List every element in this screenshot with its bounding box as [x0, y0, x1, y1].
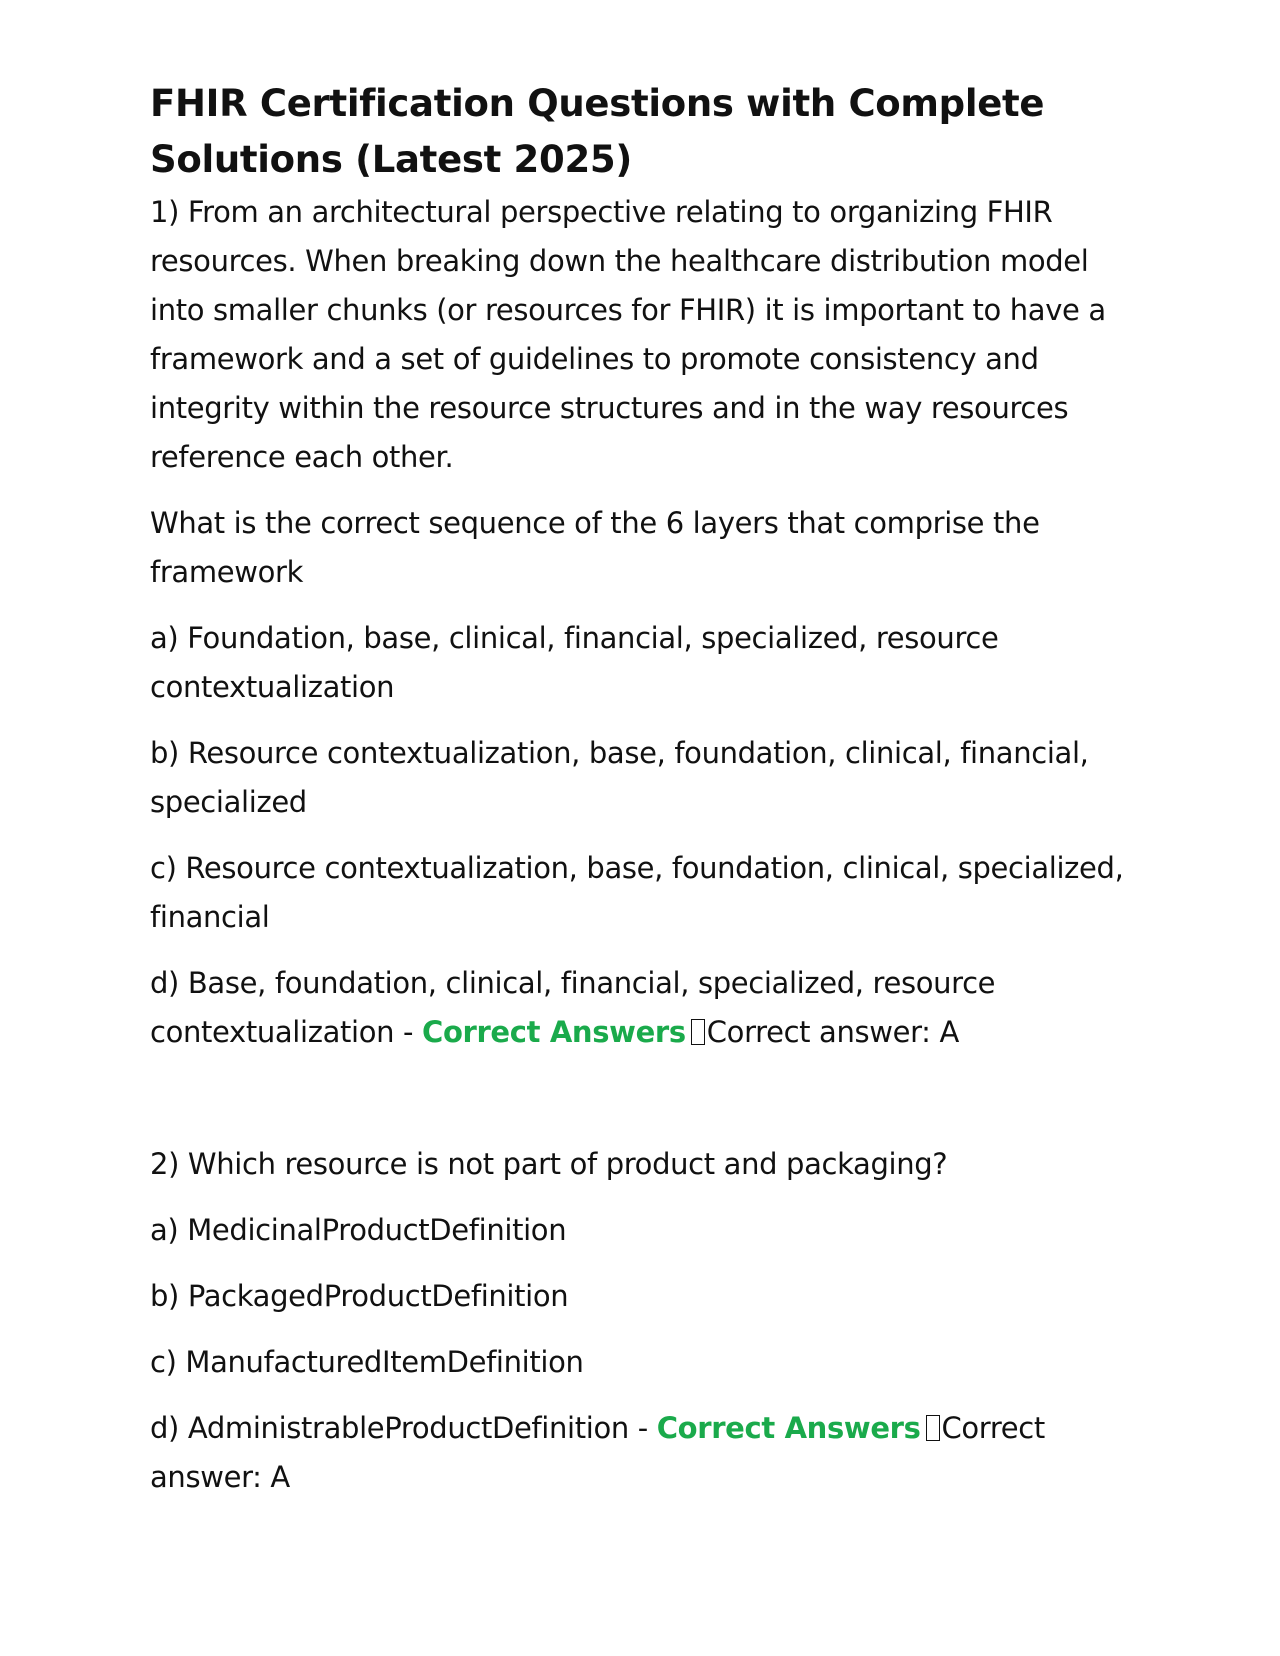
question-2-correct-label: Correct Answers [656, 1411, 921, 1445]
question-2-answer: Correct answer: A [150, 1411, 1045, 1494]
document-title: FHIR Certification Questions with Complete Solutions (Latest 2025) [150, 82, 1045, 181]
question-1-option-c: c) Resource contextualization, base, foundation, clinical, specialized, financial [150, 851, 1124, 934]
question-1-option-b: b) Resource contextualization, base, foundation, clinical, financial, specialized [150, 736, 1089, 819]
question-1-option-d [150, 959, 1130, 1057]
question-2 [150, 1140, 1130, 1502]
question-1-option-d-text: d) Base, foundation, clinical, financial, specialized, resource contextualization - [150, 966, 996, 1049]
question-2-option-d-text: d) AdministrableProductDefinition - [150, 1411, 657, 1445]
question-2-stem: 2) Which resource is not part of product and packaging? [150, 1147, 948, 1181]
question-2-option-d [150, 1404, 1130, 1502]
missing-glyph-icon [691, 1019, 705, 1045]
question-1 [150, 188, 1130, 1057]
question-1-option-a: a) Foundation, base, clinical, financial, specialized, resource contextualization [150, 621, 999, 704]
question-separator [150, 1074, 1130, 1140]
question-1-prompt: What is the correct sequence of the 6 layers that comprise the framework [150, 506, 1040, 589]
question-1-correct-label: Correct Answers [422, 1015, 686, 1049]
missing-glyph-icon [926, 1415, 940, 1441]
document-page [150, 76, 1130, 1519]
question-2-option-b: b) PackagedProductDefinition [150, 1279, 569, 1313]
question-2-option-a: a) MedicinalProductDefinition [150, 1213, 567, 1247]
question-2-option-c: c) ManufacturedItemDefinition [150, 1345, 584, 1379]
question-1-answer: Correct answer: A [706, 1015, 959, 1049]
question-1-stem: 1) From an architectural perspective relating to organizing FHIR resources. When breaking down the healthcare distribution model into smaller chunks (or resources for FHIR) it is important to have a framework and a set of guidelines to promote consistency and integrity within the resource structures and in the way resources reference each other. [150, 195, 1106, 474]
